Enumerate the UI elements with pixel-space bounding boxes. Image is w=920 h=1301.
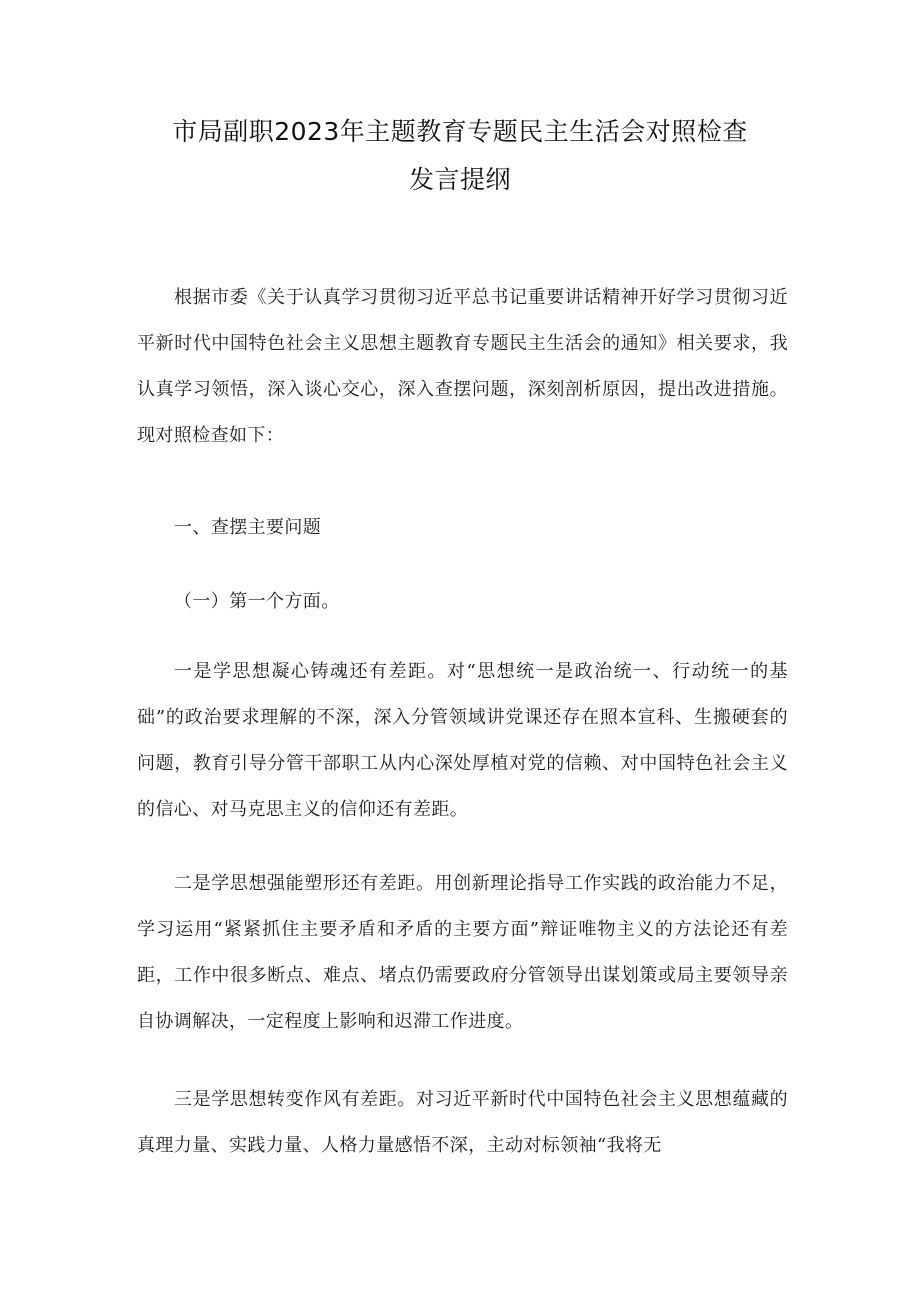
body-paragraph-3: 三是学思想转变作风有差距。对习近平新时代中国特色社会主义思想蕴藏的真理力量、实践力量、人格力量感悟不深，主动对标领袖“我将无	[137, 1089, 788, 1156]
document-title-line-2: 发言提纲	[408, 165, 511, 194]
intro-paragraph: 根据市委《关于认真学习贯彻习近平总书记重要讲话精神开好学习贯彻习近平新时代中国特色社会主义思想主题教育专题民主生活会的通知》相关要求，我认真学习领悟，深入谈心交心，深入查摆问题，深刻剖析原因，提出改进措施。现对照检查如下：	[137, 287, 788, 446]
body-paragraph-2: 二是学思想强能塑形还有差距。用创新理论指导工作实践的政治能力不足，学习运用“紧紧抓住主要矛盾和矛盾的主要方面”辩证唯物主义的方法论还有差距，工作中很多断点、难点、堵点仍需要政府分管领导出谋划策或局主要领导亲自协调解决，一定程度上影响和迟滞工作进度。	[137, 873, 788, 1032]
section-heading: 一、查摆主要问题	[174, 517, 322, 538]
document-title-line-1: 市局副职2023年主题教育专题民主生活会对照检查	[172, 117, 748, 146]
body-paragraph-1: 一是学思想凝心铸魂还有差距。对“思想统一是政治统一、行动统一的基础”的政治要求理解的不深，深入分管领域讲党课还存在照本宣科、生搬硬套的问题，教育引导分管干部职工从内心深处厚植对党的信赖、对中国特色社会主义的信心、对马克思主义的信仰还有差距。	[137, 661, 788, 820]
subsection-heading: （一）第一个方面。	[174, 591, 340, 612]
